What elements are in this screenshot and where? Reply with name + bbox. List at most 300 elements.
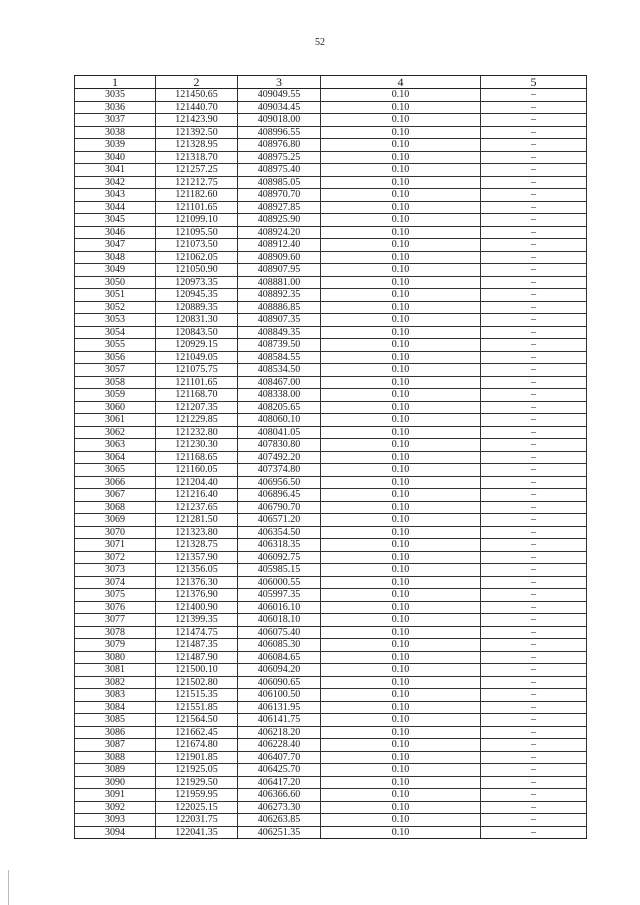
x-coordinate-cell: 121049.05 xyxy=(156,351,238,364)
x-coordinate-cell: 121281.50 xyxy=(156,514,238,527)
table-row xyxy=(75,801,587,814)
table-row xyxy=(75,739,587,752)
x-coordinate-cell: 121168.70 xyxy=(156,389,238,402)
note-cell: – xyxy=(481,276,587,289)
point-number-cell: 3081 xyxy=(75,664,156,677)
x-coordinate-cell: 121487.35 xyxy=(156,639,238,652)
y-coordinate-cell: 406018.10 xyxy=(238,614,321,627)
x-coordinate-cell: 121204.40 xyxy=(156,476,238,489)
x-coordinate-cell: 121376.90 xyxy=(156,589,238,602)
table-row xyxy=(75,301,587,314)
point-number-cell: 3067 xyxy=(75,489,156,502)
accuracy-cell: 0.10 xyxy=(321,439,481,452)
x-coordinate-cell: 121207.35 xyxy=(156,401,238,414)
point-number-cell: 3083 xyxy=(75,689,156,702)
note-cell: – xyxy=(481,189,587,202)
accuracy-cell: 0.10 xyxy=(321,139,481,152)
table-row xyxy=(75,101,587,114)
x-coordinate-cell: 121323.80 xyxy=(156,526,238,539)
note-cell: – xyxy=(481,214,587,227)
x-coordinate-cell: 121500.10 xyxy=(156,664,238,677)
x-coordinate-cell: 121400.90 xyxy=(156,601,238,614)
note-cell: – xyxy=(481,476,587,489)
x-coordinate-cell: 121257.25 xyxy=(156,164,238,177)
table-row xyxy=(75,351,587,364)
y-coordinate-cell: 406366.60 xyxy=(238,789,321,802)
accuracy-cell: 0.10 xyxy=(321,826,481,839)
x-coordinate-cell: 121487.90 xyxy=(156,651,238,664)
column-header-3: 3 xyxy=(238,76,321,89)
accuracy-cell: 0.10 xyxy=(321,451,481,464)
note-cell: – xyxy=(481,289,587,302)
accuracy-cell: 0.10 xyxy=(321,701,481,714)
accuracy-cell: 0.10 xyxy=(321,501,481,514)
accuracy-cell: 0.10 xyxy=(321,689,481,702)
accuracy-cell: 0.10 xyxy=(321,426,481,439)
table-row xyxy=(75,426,587,439)
y-coordinate-cell: 407492.20 xyxy=(238,451,321,464)
accuracy-cell: 0.10 xyxy=(321,251,481,264)
point-number-cell: 3076 xyxy=(75,601,156,614)
point-number-cell: 3053 xyxy=(75,314,156,327)
point-number-cell: 3079 xyxy=(75,639,156,652)
note-cell: – xyxy=(481,739,587,752)
table-row xyxy=(75,789,587,802)
x-coordinate-cell: 121929.50 xyxy=(156,776,238,789)
accuracy-cell: 0.10 xyxy=(321,551,481,564)
x-coordinate-cell: 121356.05 xyxy=(156,564,238,577)
x-coordinate-cell: 121062.05 xyxy=(156,251,238,264)
y-coordinate-cell: 408886.85 xyxy=(238,301,321,314)
x-coordinate-cell: 121216.40 xyxy=(156,489,238,502)
note-cell: – xyxy=(481,326,587,339)
point-number-cell: 3054 xyxy=(75,326,156,339)
x-coordinate-cell: 121073.50 xyxy=(156,239,238,252)
table-row xyxy=(75,176,587,189)
accuracy-cell: 0.10 xyxy=(321,401,481,414)
table-row xyxy=(75,414,587,427)
point-number-cell: 3087 xyxy=(75,739,156,752)
point-number-cell: 3052 xyxy=(75,301,156,314)
x-coordinate-cell: 121901.85 xyxy=(156,751,238,764)
y-coordinate-cell: 406141.75 xyxy=(238,714,321,727)
y-coordinate-cell: 408927.85 xyxy=(238,201,321,214)
note-cell: – xyxy=(481,676,587,689)
accuracy-cell: 0.10 xyxy=(321,126,481,139)
y-coordinate-cell: 406956.50 xyxy=(238,476,321,489)
note-cell: – xyxy=(481,564,587,577)
y-coordinate-cell: 408467.00 xyxy=(238,376,321,389)
note-cell: – xyxy=(481,164,587,177)
point-number-cell: 3058 xyxy=(75,376,156,389)
x-coordinate-cell: 121050.90 xyxy=(156,264,238,277)
table-row xyxy=(75,189,587,202)
point-number-cell: 3082 xyxy=(75,676,156,689)
note-cell: – xyxy=(481,551,587,564)
point-number-cell: 3080 xyxy=(75,651,156,664)
accuracy-cell: 0.10 xyxy=(321,714,481,727)
x-coordinate-cell: 121075.75 xyxy=(156,364,238,377)
table-row xyxy=(75,251,587,264)
note-cell: – xyxy=(481,451,587,464)
y-coordinate-cell: 408584.55 xyxy=(238,351,321,364)
point-number-cell: 3059 xyxy=(75,389,156,402)
x-coordinate-cell: 121515.35 xyxy=(156,689,238,702)
accuracy-cell: 0.10 xyxy=(321,564,481,577)
note-cell: – xyxy=(481,614,587,627)
point-number-cell: 3037 xyxy=(75,114,156,127)
table-row xyxy=(75,214,587,227)
accuracy-cell: 0.10 xyxy=(321,539,481,552)
y-coordinate-cell: 408975.40 xyxy=(238,164,321,177)
accuracy-cell: 0.10 xyxy=(321,676,481,689)
y-coordinate-cell: 406000.55 xyxy=(238,576,321,589)
x-coordinate-cell: 122031.75 xyxy=(156,814,238,827)
accuracy-cell: 0.10 xyxy=(321,514,481,527)
note-cell: – xyxy=(481,364,587,377)
y-coordinate-cell: 406084.65 xyxy=(238,651,321,664)
x-coordinate-cell: 122025.15 xyxy=(156,801,238,814)
point-number-cell: 3051 xyxy=(75,289,156,302)
point-number-cell: 3047 xyxy=(75,239,156,252)
y-coordinate-cell: 408912.40 xyxy=(238,239,321,252)
y-coordinate-cell: 408975.25 xyxy=(238,151,321,164)
table-row xyxy=(75,601,587,614)
y-coordinate-cell: 408907.35 xyxy=(238,314,321,327)
accuracy-cell: 0.10 xyxy=(321,789,481,802)
y-coordinate-cell: 406131.95 xyxy=(238,701,321,714)
y-coordinate-cell: 409018.00 xyxy=(238,114,321,127)
note-cell: – xyxy=(481,101,587,114)
accuracy-cell: 0.10 xyxy=(321,239,481,252)
accuracy-cell: 0.10 xyxy=(321,339,481,352)
y-coordinate-cell: 406090.65 xyxy=(238,676,321,689)
y-coordinate-cell: 406092.75 xyxy=(238,551,321,564)
accuracy-cell: 0.10 xyxy=(321,101,481,114)
coordinates-table xyxy=(74,75,587,839)
table-row xyxy=(75,526,587,539)
table-row xyxy=(75,114,587,127)
accuracy-cell: 0.10 xyxy=(321,89,481,102)
note-cell: – xyxy=(481,589,587,602)
y-coordinate-cell: 406425.70 xyxy=(238,764,321,777)
accuracy-cell: 0.10 xyxy=(321,651,481,664)
x-coordinate-cell: 122041.35 xyxy=(156,826,238,839)
table-row xyxy=(75,439,587,452)
table-row xyxy=(75,126,587,139)
point-number-cell: 3048 xyxy=(75,251,156,264)
y-coordinate-cell: 406218.20 xyxy=(238,726,321,739)
table-row xyxy=(75,764,587,777)
note-cell: – xyxy=(481,814,587,827)
note-cell: – xyxy=(481,376,587,389)
y-coordinate-cell: 406318.35 xyxy=(238,539,321,552)
table-row xyxy=(75,489,587,502)
accuracy-cell: 0.10 xyxy=(321,314,481,327)
x-coordinate-cell: 121551.85 xyxy=(156,701,238,714)
point-number-cell: 3038 xyxy=(75,126,156,139)
x-coordinate-cell: 121502.80 xyxy=(156,676,238,689)
note-cell: – xyxy=(481,264,587,277)
y-coordinate-cell: 408739.50 xyxy=(238,339,321,352)
point-number-cell: 3043 xyxy=(75,189,156,202)
table-row xyxy=(75,614,587,627)
x-coordinate-cell: 120973.35 xyxy=(156,276,238,289)
point-number-cell: 3066 xyxy=(75,476,156,489)
table-row xyxy=(75,589,587,602)
accuracy-cell: 0.10 xyxy=(321,589,481,602)
point-number-cell: 3050 xyxy=(75,276,156,289)
y-coordinate-cell: 408985.05 xyxy=(238,176,321,189)
y-coordinate-cell: 406016.10 xyxy=(238,601,321,614)
table-row xyxy=(75,714,587,727)
point-number-cell: 3039 xyxy=(75,139,156,152)
accuracy-cell: 0.10 xyxy=(321,726,481,739)
point-number-cell: 3094 xyxy=(75,826,156,839)
accuracy-cell: 0.10 xyxy=(321,664,481,677)
point-number-cell: 3077 xyxy=(75,614,156,627)
table-row xyxy=(75,401,587,414)
note-cell: – xyxy=(481,751,587,764)
table-row xyxy=(75,326,587,339)
note-cell: – xyxy=(481,664,587,677)
y-coordinate-cell: 405997.35 xyxy=(238,589,321,602)
y-coordinate-cell: 408996.55 xyxy=(238,126,321,139)
point-number-cell: 3060 xyxy=(75,401,156,414)
x-coordinate-cell: 121662.45 xyxy=(156,726,238,739)
page-edge-mark xyxy=(8,870,9,905)
note-cell: – xyxy=(481,151,587,164)
note-cell: – xyxy=(481,201,587,214)
y-coordinate-cell: 406094.20 xyxy=(238,664,321,677)
note-cell: – xyxy=(481,576,587,589)
table-row xyxy=(75,289,587,302)
x-coordinate-cell: 121423.90 xyxy=(156,114,238,127)
x-coordinate-cell: 120945.35 xyxy=(156,289,238,302)
note-cell: – xyxy=(481,489,587,502)
note-cell: – xyxy=(481,301,587,314)
y-coordinate-cell: 408041.05 xyxy=(238,426,321,439)
y-coordinate-cell: 408205.65 xyxy=(238,401,321,414)
note-cell: – xyxy=(481,389,587,402)
accuracy-cell: 0.10 xyxy=(321,639,481,652)
point-number-cell: 3055 xyxy=(75,339,156,352)
point-number-cell: 3092 xyxy=(75,801,156,814)
point-number-cell: 3045 xyxy=(75,214,156,227)
note-cell: – xyxy=(481,114,587,127)
accuracy-cell: 0.10 xyxy=(321,389,481,402)
note-cell: – xyxy=(481,776,587,789)
note-cell: – xyxy=(481,726,587,739)
x-coordinate-cell: 121212.75 xyxy=(156,176,238,189)
x-coordinate-cell: 120831.30 xyxy=(156,314,238,327)
table-row xyxy=(75,151,587,164)
accuracy-cell: 0.10 xyxy=(321,751,481,764)
x-coordinate-cell: 121095.50 xyxy=(156,226,238,239)
accuracy-cell: 0.10 xyxy=(321,164,481,177)
table-row xyxy=(75,676,587,689)
x-coordinate-cell: 121160.05 xyxy=(156,464,238,477)
note-cell: – xyxy=(481,239,587,252)
table-row xyxy=(75,164,587,177)
table-row xyxy=(75,776,587,789)
note-cell: – xyxy=(481,226,587,239)
accuracy-cell: 0.10 xyxy=(321,326,481,339)
accuracy-cell: 0.10 xyxy=(321,614,481,627)
table-row xyxy=(75,339,587,352)
accuracy-cell: 0.10 xyxy=(321,301,481,314)
y-coordinate-cell: 408976.80 xyxy=(238,139,321,152)
y-coordinate-cell: 408892.35 xyxy=(238,289,321,302)
accuracy-cell: 0.10 xyxy=(321,764,481,777)
note-cell: – xyxy=(481,351,587,364)
accuracy-cell: 0.10 xyxy=(321,151,481,164)
y-coordinate-cell: 408970.70 xyxy=(238,189,321,202)
point-number-cell: 3044 xyxy=(75,201,156,214)
note-cell: – xyxy=(481,414,587,427)
x-coordinate-cell: 121674.80 xyxy=(156,739,238,752)
y-coordinate-cell: 408534.50 xyxy=(238,364,321,377)
x-coordinate-cell: 121564.50 xyxy=(156,714,238,727)
point-number-cell: 3088 xyxy=(75,751,156,764)
table-row xyxy=(75,451,587,464)
point-number-cell: 3074 xyxy=(75,576,156,589)
accuracy-cell: 0.10 xyxy=(321,114,481,127)
y-coordinate-cell: 406407.70 xyxy=(238,751,321,764)
point-number-cell: 3090 xyxy=(75,776,156,789)
table-row xyxy=(75,464,587,477)
note-cell: – xyxy=(481,314,587,327)
note-cell: – xyxy=(481,139,587,152)
note-cell: – xyxy=(481,826,587,839)
note-cell: – xyxy=(481,701,587,714)
point-number-cell: 3042 xyxy=(75,176,156,189)
x-coordinate-cell: 121182.60 xyxy=(156,189,238,202)
point-number-cell: 3041 xyxy=(75,164,156,177)
point-number-cell: 3035 xyxy=(75,89,156,102)
table-row xyxy=(75,501,587,514)
y-coordinate-cell: 407830.80 xyxy=(238,439,321,452)
x-coordinate-cell: 121474.75 xyxy=(156,626,238,639)
y-coordinate-cell: 406417.20 xyxy=(238,776,321,789)
table-row xyxy=(75,814,587,827)
y-coordinate-cell: 406100.50 xyxy=(238,689,321,702)
y-coordinate-cell: 406263.85 xyxy=(238,814,321,827)
point-number-cell: 3072 xyxy=(75,551,156,564)
point-number-cell: 3062 xyxy=(75,426,156,439)
x-coordinate-cell: 121450.65 xyxy=(156,89,238,102)
x-coordinate-cell: 121440.70 xyxy=(156,101,238,114)
accuracy-cell: 0.10 xyxy=(321,276,481,289)
point-number-cell: 3078 xyxy=(75,626,156,639)
column-header-2: 2 xyxy=(156,76,238,89)
point-number-cell: 3056 xyxy=(75,351,156,364)
note-cell: – xyxy=(481,439,587,452)
note-cell: – xyxy=(481,501,587,514)
table-row xyxy=(75,389,587,402)
table-row xyxy=(75,376,587,389)
note-cell: – xyxy=(481,339,587,352)
x-coordinate-cell: 121229.85 xyxy=(156,414,238,427)
y-coordinate-cell: 409049.55 xyxy=(238,89,321,102)
point-number-cell: 3068 xyxy=(75,501,156,514)
x-coordinate-cell: 121101.65 xyxy=(156,201,238,214)
x-coordinate-cell: 120889.35 xyxy=(156,301,238,314)
y-coordinate-cell: 408924.20 xyxy=(238,226,321,239)
table-row xyxy=(75,626,587,639)
note-cell: – xyxy=(481,801,587,814)
y-coordinate-cell: 406085.30 xyxy=(238,639,321,652)
note-cell: – xyxy=(481,601,587,614)
table-row xyxy=(75,539,587,552)
table-row xyxy=(75,701,587,714)
y-coordinate-cell: 405985.15 xyxy=(238,564,321,577)
table-row xyxy=(75,239,587,252)
x-coordinate-cell: 121959.95 xyxy=(156,789,238,802)
y-coordinate-cell: 406571.20 xyxy=(238,514,321,527)
accuracy-cell: 0.10 xyxy=(321,414,481,427)
accuracy-cell: 0.10 xyxy=(321,376,481,389)
note-cell: – xyxy=(481,764,587,777)
table-row xyxy=(75,364,587,377)
x-coordinate-cell: 121392.50 xyxy=(156,126,238,139)
x-coordinate-cell: 121232.80 xyxy=(156,426,238,439)
x-coordinate-cell: 121168.65 xyxy=(156,451,238,464)
note-cell: – xyxy=(481,714,587,727)
x-coordinate-cell: 121376.30 xyxy=(156,576,238,589)
x-coordinate-cell: 121237.65 xyxy=(156,501,238,514)
accuracy-cell: 0.10 xyxy=(321,289,481,302)
note-cell: – xyxy=(481,689,587,702)
y-coordinate-cell: 408338.00 xyxy=(238,389,321,402)
note-cell: – xyxy=(481,514,587,527)
point-number-cell: 3089 xyxy=(75,764,156,777)
table-row xyxy=(75,689,587,702)
y-coordinate-cell: 408060.10 xyxy=(238,414,321,427)
point-number-cell: 3091 xyxy=(75,789,156,802)
point-number-cell: 3064 xyxy=(75,451,156,464)
accuracy-cell: 0.10 xyxy=(321,526,481,539)
point-number-cell: 3049 xyxy=(75,264,156,277)
accuracy-cell: 0.10 xyxy=(321,801,481,814)
point-number-cell: 3061 xyxy=(75,414,156,427)
point-number-cell: 3069 xyxy=(75,514,156,527)
point-number-cell: 3070 xyxy=(75,526,156,539)
table-row xyxy=(75,314,587,327)
table-row xyxy=(75,651,587,664)
note-cell: – xyxy=(481,401,587,414)
x-coordinate-cell: 121357.90 xyxy=(156,551,238,564)
point-number-cell: 3075 xyxy=(75,589,156,602)
y-coordinate-cell: 408909.60 xyxy=(238,251,321,264)
note-cell: – xyxy=(481,639,587,652)
table-row xyxy=(75,551,587,564)
table-row xyxy=(75,226,587,239)
note-cell: – xyxy=(481,789,587,802)
column-header-5: 5 xyxy=(481,76,587,89)
point-number-cell: 3040 xyxy=(75,151,156,164)
table-row xyxy=(75,664,587,677)
table-row xyxy=(75,264,587,277)
table-row xyxy=(75,276,587,289)
table-row xyxy=(75,826,587,839)
point-number-cell: 3071 xyxy=(75,539,156,552)
y-coordinate-cell: 406273.30 xyxy=(238,801,321,814)
y-coordinate-cell: 406251.35 xyxy=(238,826,321,839)
point-number-cell: 3073 xyxy=(75,564,156,577)
y-coordinate-cell: 406075.40 xyxy=(238,626,321,639)
table-row xyxy=(75,514,587,527)
